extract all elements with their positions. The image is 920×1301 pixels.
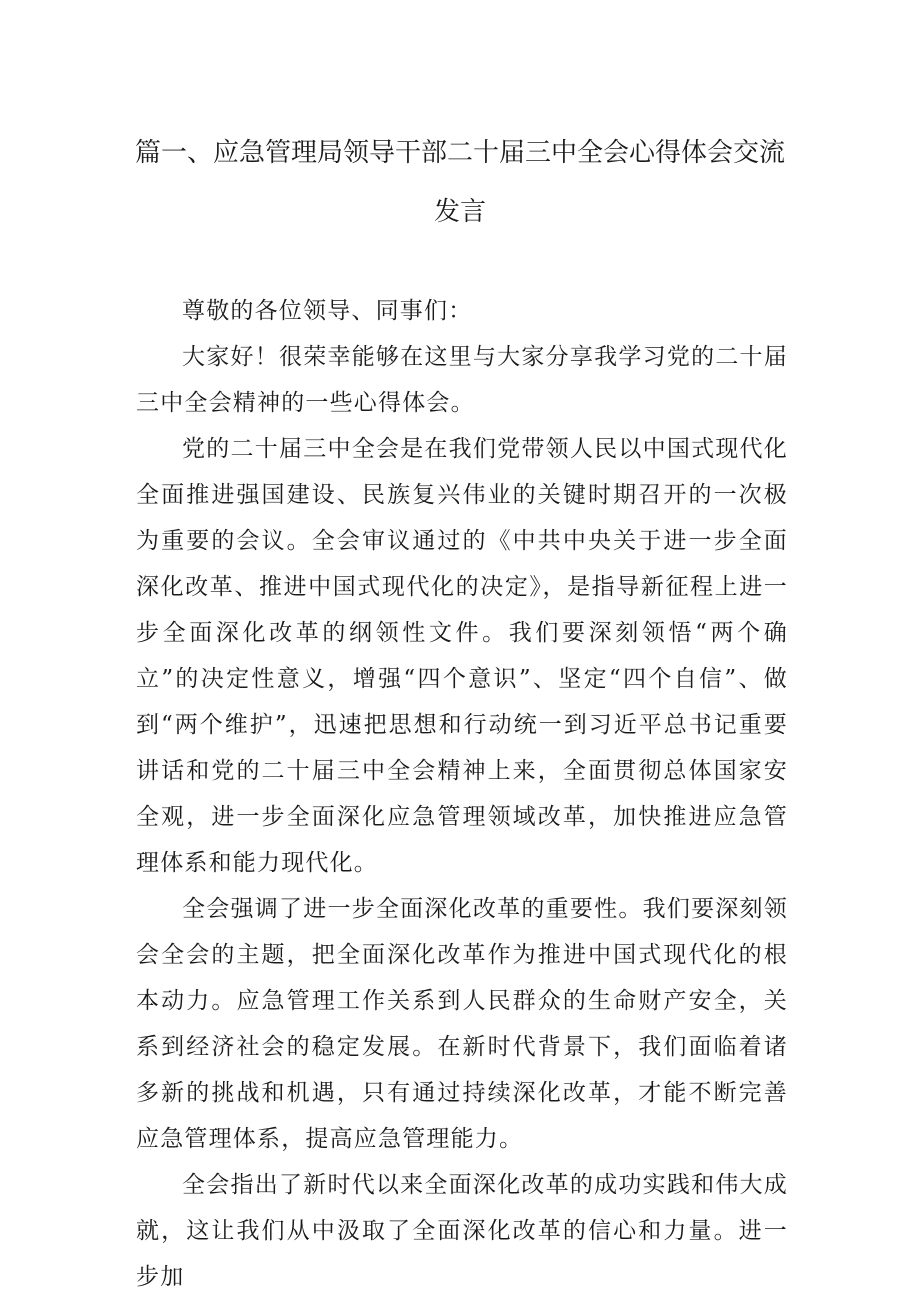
document-body [136,288,788,1300]
document-title-line-1: 篇一、应急管理局领导干部二十届三中全会心得体会交流 [134,138,785,168]
paragraph-3: 全会强调了进一步全面深化改革的重要性。我们要深刻领会全会的主题，把全面深化改革作为推进中国式现代化的根本动力。应急管理工作关系到人民群众的生命财产安全，关系到经济社会的稳定发展。在新时代背景下，我们面临着诸多新的挑战和机遇，只有通过持续深化改革，才能不断完善应急管理体系，提高应急管理能力。 [136,896,788,1152]
paragraph-4: 全会指出了新时代以来全面深化改革的成功实践和伟大成就，这让我们从中汲取了全面深化改革的信心和力量。进一步加 [136,1172,788,1290]
paragraph-1: 大家好！很荣幸能够在这里与大家分享我学习党的二十届三中全会精神的一些心得体会。 [136,344,788,416]
salutation: 尊敬的各位领导、同事们： [182,298,473,324]
document-title-line-2: 发言 [433,197,486,227]
paragraph-2: 党的二十届三中全会是在我们党带领人民以中国式现代化全面推进强国建设、民族复兴伟业的关键时期召开的一次极为重要的会议。全会审议通过的《中共中央关于进一步全面深化改革、推进中国式现代化的决定》，是指导新征程上进一步全面深化改革的纲领性文件。我们要深刻领悟“两个确立”的决定性意义，增强“四个意识”、坚定“四个自信”、做到“两个维护”，迅速把思想和行动统一到习近平总书记重要讲话和党的二十届三中全会精神上来，全面贯彻总体国家安全观，进一步全面深化应急管理领域改革，加快推进应急管理体系和能力现代化。 [136,436,788,876]
